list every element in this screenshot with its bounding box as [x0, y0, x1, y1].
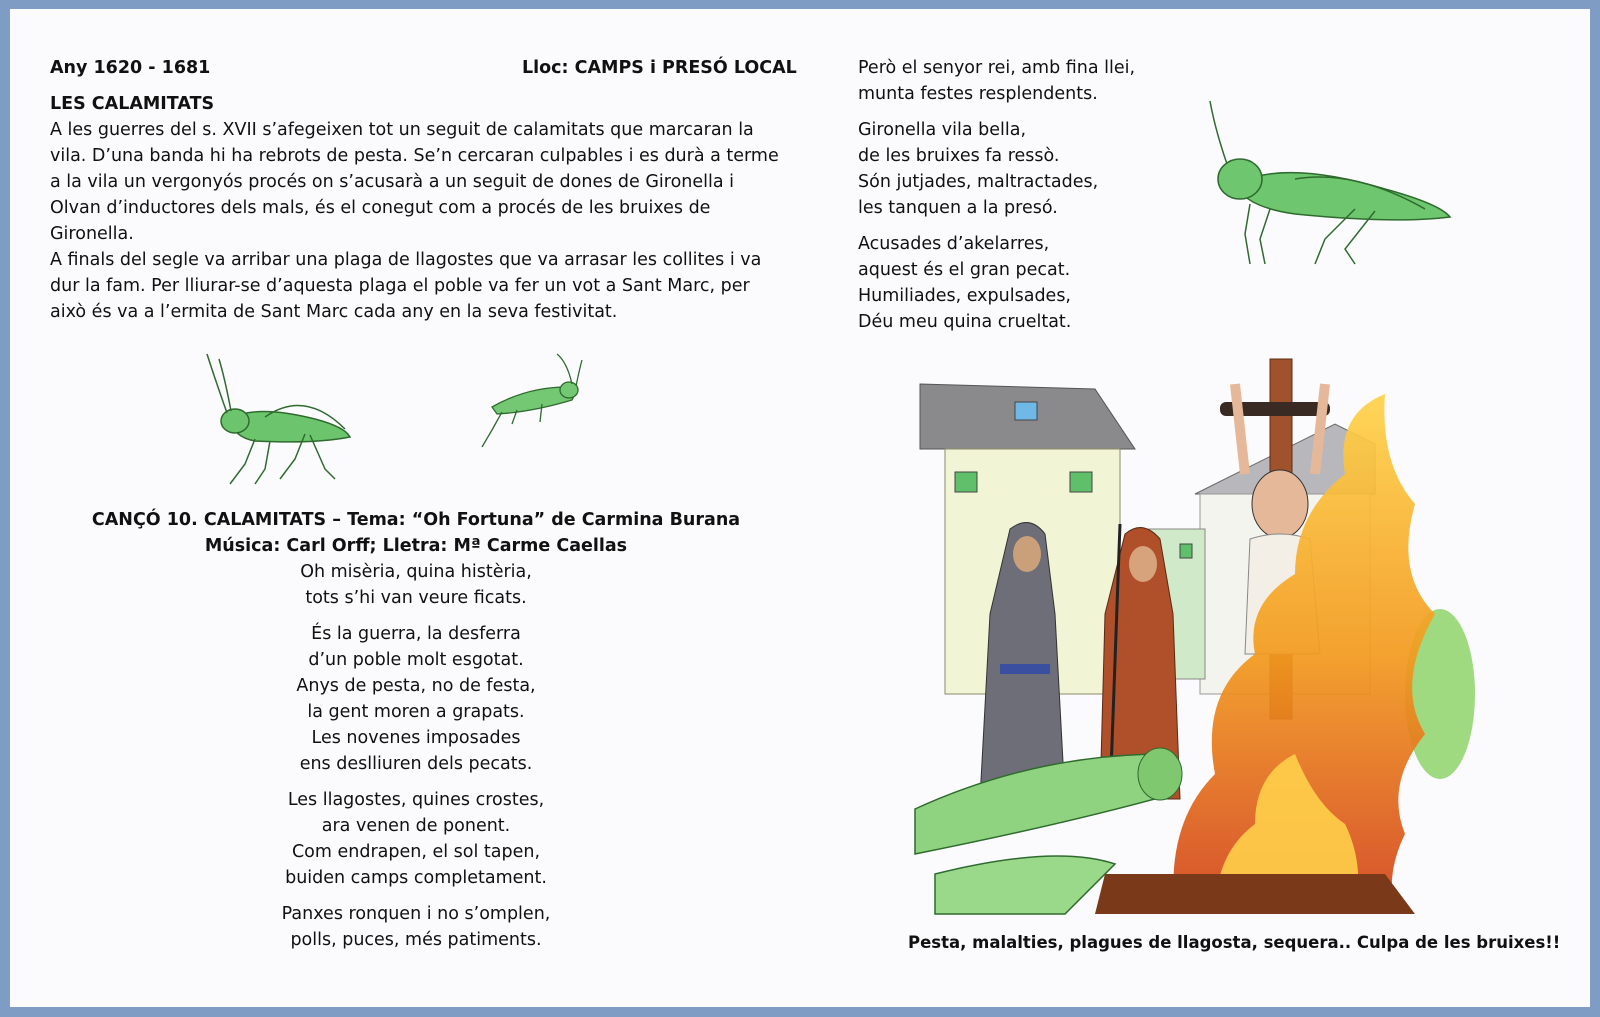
stanza-4: [50, 901, 782, 953]
lyric-line: de les bruixes fa ressò.: [858, 146, 1060, 166]
lyric-line: munta festes resplendents.: [858, 84, 1098, 104]
illustration-caption: Pesta, malalties, plagues de llagosta, sequera.. Culpa de les bruixes!!: [908, 933, 1561, 952]
lyric-line: Oh misèria, quina histèria,: [300, 562, 532, 582]
lyric-line: És la guerra, la desferra: [311, 624, 521, 644]
stanza-1: [50, 559, 782, 611]
section-title: LES CALAMITATS: [50, 94, 215, 114]
stanza-3: [50, 787, 782, 891]
lyric-line: aquest és el gran pecat.: [858, 260, 1071, 280]
lyric-line: Les novenes imposades: [311, 728, 521, 748]
stanza-7: [858, 231, 1071, 335]
lyric-line: Acusades d’akelarres,: [858, 234, 1050, 254]
stanza-6: [858, 117, 1098, 221]
grasshopper-illustration-2: [472, 352, 587, 452]
grasshopper-illustration-1: [195, 349, 365, 489]
lyric-line: Però el senyor rei, amb fina llei,: [858, 58, 1136, 78]
lyric-line: Com endrapen, el sol tapen,: [291, 842, 541, 862]
witch-burning-illustration: [915, 354, 1475, 929]
lyric-line: Déu meu quina crueltat.: [858, 312, 1072, 332]
intro-text: [50, 117, 780, 325]
intro-paragraph-1: A les guerres del s. XVII s’afegeixen tot un seguit de calamitats que marcaran la vila. D’una banda hi ha rebrots de pesta. Se’n cercaran culpables i es durà a terme a la vila un vergonyós procés on s’acusarà a un seguit de dones de Gironella i Olvan d’inductores dels mals, és el conegut com a procés de les bruixes de Gironella.: [50, 120, 779, 244]
years-label: Any 1620 - 1681: [50, 58, 211, 78]
lyric-line: buiden camps completament.: [285, 868, 547, 888]
lyric-line: la gent moren a grapats.: [307, 702, 525, 722]
lyric-line: tots s’hi van veure ficats.: [305, 588, 527, 608]
stanza-2: [50, 621, 782, 777]
lyric-line: Són jutjades, maltractades,: [858, 172, 1099, 192]
lyric-line: Anys de pesta, no de festa,: [296, 676, 536, 696]
intro-paragraph-2: A finals del segle va arribar una plaga de llagostes que va arrasar les collites i va dur la fam. Per lliurar-se d’aquesta plaga el poble va fer un vot a Sant Marc, per això és va a l’ermita de Sant Marc cada any en la seva festivitat.: [50, 250, 762, 322]
song-title: CANÇÓ 10. CALAMITATS – Tema: “Oh Fortuna” de Carmina Burana: [91, 510, 741, 530]
stanza-5: [858, 55, 1135, 107]
lyric-line: ara venen de ponent.: [321, 816, 511, 836]
lyric-line: Humiliades, expulsades,: [858, 286, 1071, 306]
grasshopper-illustration-3: [1205, 99, 1455, 269]
place-label: Lloc: CAMPS i PRESÓ LOCAL: [522, 58, 797, 78]
song-credits: Música: Carl Orff; Lletra: Mª Carme Caellas: [204, 536, 628, 556]
lyric-line: Panxes ronquen i no s’omplen,: [281, 904, 551, 924]
lyric-line: Les llagostes, quines crostes,: [287, 790, 545, 810]
lyric-line: ens deslliuren dels pecats.: [299, 754, 533, 774]
song-header: [50, 507, 782, 559]
lyric-line: les tanquen a la presó.: [858, 198, 1058, 218]
lyric-line: Gironella vila bella,: [858, 120, 1027, 140]
document-page: [10, 9, 1590, 1007]
lyric-line: polls, puces, més patiments.: [290, 930, 542, 950]
lyric-line: d’un poble molt esgotat.: [308, 650, 524, 670]
